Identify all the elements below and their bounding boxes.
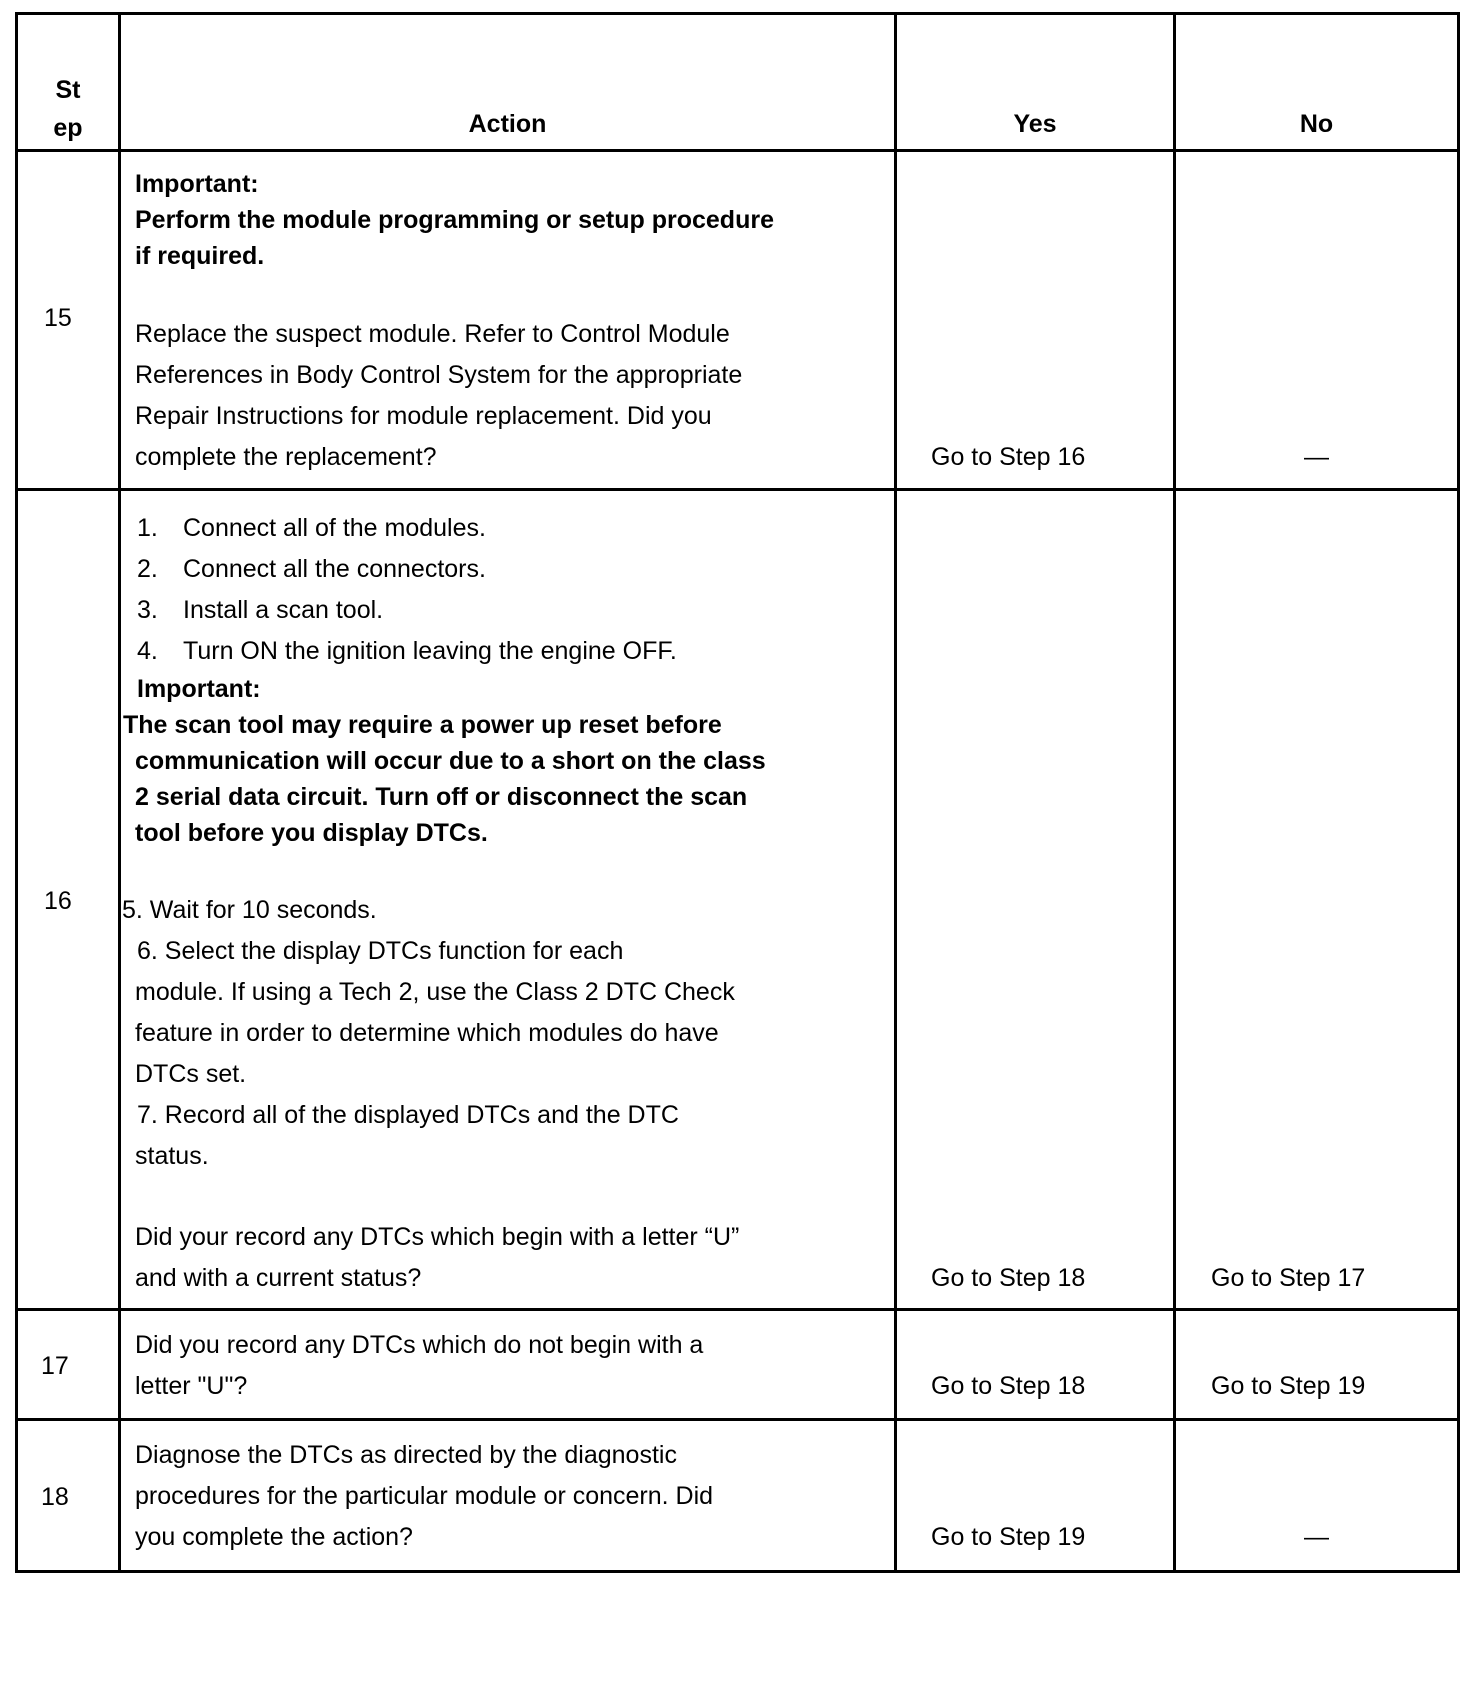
list-item-number: 2.	[137, 555, 158, 583]
header-step-line1: St	[55, 76, 81, 104]
header-yes: Yes	[896, 14, 1175, 151]
list-item: 5. Wait for 10 seconds.	[122, 896, 377, 924]
action-text-line: Repair Instructions for module replacement. Did you	[135, 402, 712, 430]
no-value: Go to Step 17	[1211, 1264, 1366, 1292]
no-cell	[1175, 1310, 1459, 1420]
step-cell	[17, 490, 120, 1310]
important-label: Important:	[137, 675, 261, 703]
action-cell	[120, 1310, 896, 1420]
important-text: 2 serial data circuit. Turn off or disconnect the scan	[135, 783, 748, 811]
list-item-text: Connect all of the modules.	[183, 514, 486, 542]
no-value: —	[1304, 443, 1329, 471]
list-item-number: 4.	[137, 637, 158, 665]
action-text-line: Replace the suspect module. Refer to Control Module	[135, 320, 730, 348]
action-text-line: References in Body Control System for the appropriate	[135, 361, 743, 389]
important-text: The scan tool may require a power up reset before	[123, 711, 722, 739]
list-item-text: Install a scan tool.	[183, 596, 384, 624]
step-cell	[17, 1310, 120, 1420]
list-item	[137, 555, 486, 584]
action-cell	[120, 490, 896, 1310]
action-text-line: complete the replacement?	[135, 443, 437, 471]
action-text-line: DTCs set.	[135, 1060, 247, 1088]
important-text: if required.	[135, 242, 265, 270]
yes-cell	[896, 490, 1175, 1310]
list-item	[137, 596, 383, 625]
table-row-step-17	[17, 1310, 1459, 1420]
header-action: Action	[120, 14, 896, 151]
yes-value: Go to Step 18	[931, 1264, 1086, 1292]
no-cell	[1175, 151, 1459, 490]
list-item: 6. Select the display DTCs function for each	[137, 937, 624, 965]
important-text: tool before you display DTCs.	[135, 819, 488, 847]
yes-value: Go to Step 16	[931, 443, 1086, 471]
table-row-step-18	[17, 1420, 1459, 1572]
header-no: No	[1175, 14, 1459, 151]
important-text: Perform the module programming or setup procedure	[135, 206, 774, 234]
action-text-line: feature in order to determine which modules do have	[135, 1019, 719, 1047]
table-header-row	[17, 14, 1459, 151]
action-text-line: Diagnose the DTCs as directed by the diagnostic	[135, 1441, 677, 1469]
question-text: and with a current status?	[135, 1264, 422, 1292]
action-text-line: procedures for the particular module or concern. Did	[135, 1482, 714, 1510]
step-cell	[17, 1420, 120, 1572]
table-row-step-16	[17, 490, 1459, 1310]
no-cell	[1175, 490, 1459, 1310]
no-value: Go to Step 19	[1211, 1372, 1366, 1400]
list-item	[137, 514, 486, 543]
list-item-number: 1.	[137, 514, 158, 542]
step-number: 17	[41, 1352, 69, 1380]
action-text-line: module. If using a Tech 2, use the Class 2 DTC Check	[135, 978, 735, 1006]
important-text: communication will occur due to a short on the class	[135, 747, 766, 775]
action-text-line: you complete the action?	[135, 1523, 413, 1551]
action-cell	[120, 1420, 896, 1572]
action-text-line: Did you record any DTCs which do not begin with a	[135, 1331, 704, 1359]
step-number: 16	[44, 887, 72, 915]
list-item: 7. Record all of the displayed DTCs and the DTC	[137, 1101, 679, 1129]
list-item	[137, 637, 677, 666]
list-item-text: Turn ON the ignition leaving the engine OFF.	[183, 637, 677, 665]
header-step	[17, 14, 120, 151]
no-value: —	[1304, 1523, 1329, 1551]
header-step-line2: ep	[53, 114, 83, 142]
yes-value: Go to Step 19	[931, 1523, 1086, 1551]
action-text-line: letter "U"?	[135, 1372, 248, 1400]
diagnostic-table	[15, 12, 1460, 1573]
yes-value: Go to Step 18	[931, 1372, 1086, 1400]
step-number: 18	[41, 1483, 69, 1511]
step-cell	[17, 151, 120, 490]
list-item-number: 3.	[137, 596, 158, 624]
list-item-text: Connect all the connectors.	[183, 555, 486, 583]
yes-cell	[896, 1420, 1175, 1572]
important-label: Important:	[135, 170, 259, 198]
yes-cell	[896, 1310, 1175, 1420]
table-row-step-15	[17, 151, 1459, 490]
step-number: 15	[44, 304, 72, 332]
action-cell	[120, 151, 896, 490]
action-text-line: status.	[135, 1142, 209, 1170]
no-cell	[1175, 1420, 1459, 1572]
question-text: Did your record any DTCs which begin with a letter “U”	[135, 1223, 740, 1251]
yes-cell	[896, 151, 1175, 490]
